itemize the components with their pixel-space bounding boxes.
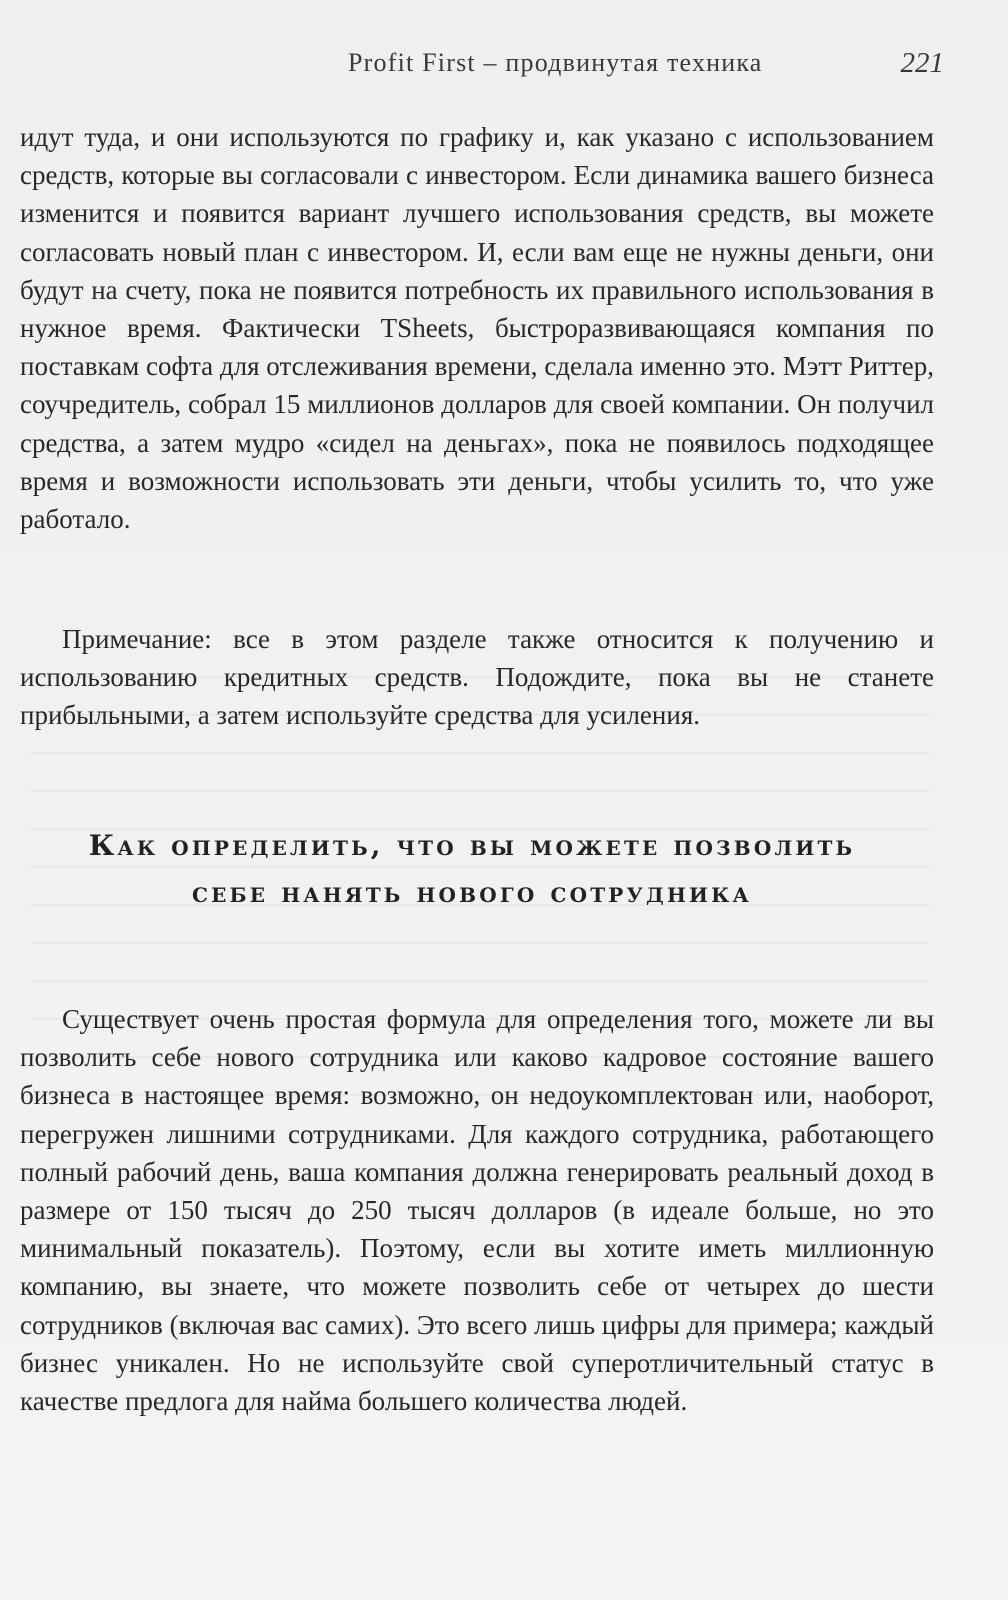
note-paragraph: Примечание: все в этом разделе также относится к получению и использованию кредитных средств. Подождите, пока вы не станете прибыльными, а затем используйте средства для усиления. (20, 624, 934, 731)
running-title: Profit First – продвинутая техника (348, 48, 763, 77)
page-number: 221 (900, 47, 944, 79)
continued-paragraph: идут туда, и они используются по графику и, как указано с использованием средств, которые вы согласовали с инвестором. Если динамика вашего бизнеса изменится и появится вариант лучшего использования средств, вы можете согласовать новый план с инвестором. И, если вам еще не нужны деньги, они будут на счету, пока не появится потребность их правильного использования в нужное время. Фактически TSheets, быстроразвивающаяся компания по поставкам софта для отслеживания времени, сделала именно это. Мэтт Риттер, соучредитель, собрал 15 миллионов долларов для своей компании. Он получил средства, а затем мудро «сидел на деньгах», пока не появилось подходящее время и возможности использовать эти деньги, чтобы усилить то, что уже работало. (20, 122, 934, 535)
section-body-paragraph: Существует очень простая формула для определения того, можете ли вы позволить себе нового сотрудника или каково кадровое состояние вашего бизнеса в настоящее время: возможно, он недоукомплектован или, наоборот, перегружен лишними сотрудниками. Для каждого сотрудника, работающего полный рабочий день, ваша компания должна генерировать реальный доход в размере от 150 тысяч до 250 тысяч долларов (в идеале больше, но это минимальный показатель). Поэтому, если вы хотите иметь миллионную компанию, вы знаете, что можете позволить себе от четырех до шести сотрудников (включая вас самих). Это всего лишь цифры для примера; каждый бизнес уникален. Но не используйте свой суперотличительный статус в качестве предлога для найма большего количества людей. (20, 1004, 934, 1417)
running-header (0, 48, 1008, 88)
section-heading: Как определить, что вы можете позволить себе нанять нового сотрудника (88, 829, 856, 909)
